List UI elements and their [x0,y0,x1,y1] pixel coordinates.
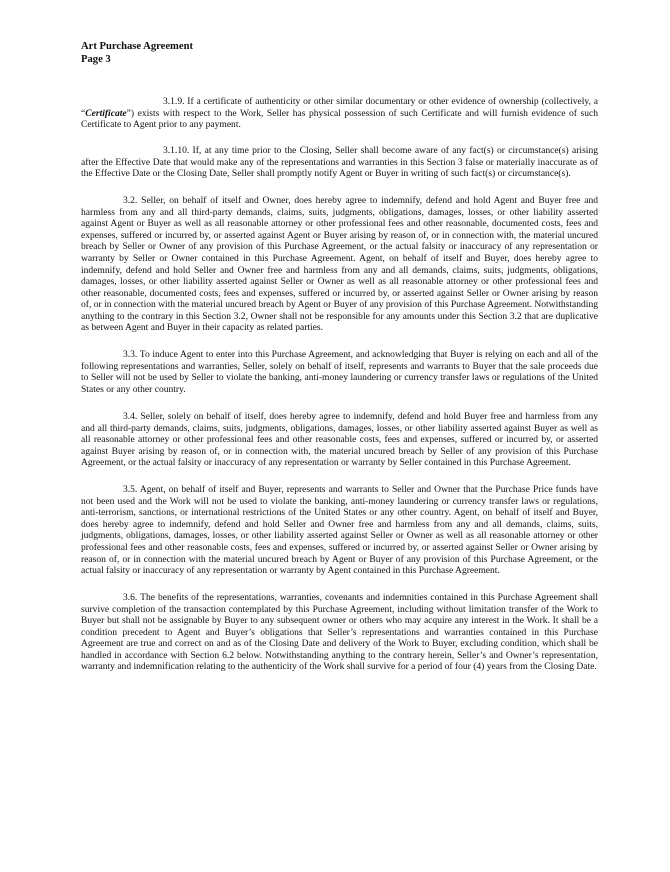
document-title: Art Purchase Agreement [81,41,193,52]
paragraph-3-1-9 [81,96,598,131]
paragraph-3-3: 3.3. To induce Agent to enter into this Purchase Agreement, and acknowledging that Buyer is relying on each and all of the following representations and warranties, Seller, solely on behalf of itself, represents and warrants to Buyer that the sale proceeds due to Seller will not be used by Seller to violate the banking, anti-money laundering or currency transfer laws or regulations of the United States or any other country. [81,349,598,395]
paragraph-3-4: 3.4. Seller, solely on behalf of itself, does hereby agree to indemnify, defend and hold Buyer free and harmless from any and all third-party demands, claims, suits, judgments, obligations, damages, losses, or other liability asserted against Buyer as well as all reasonable attorney or other professional fees and other reasonable costs, fees and expenses, suffered or incurred by, or asserted against Buyer arising by reason of, or in connection with, the material uncured breach by Seller of any provision of this Purchase Agreement, or the actual falsity or inaccuracy of any representation or warranty by Seller contained in this Purchase Agreement. [81,411,598,469]
paragraph-3-1-9-text-end: ”) exists with respect to the Work, Seller has physical possession of such Certificate and will furnish evidence of such Certificate to Agent prior to any payment. [81,107,598,131]
paragraph-3-2: 3.2. Seller, on behalf of itself and Owner, does hereby agree to indemnify, defend and hold Agent and Buyer free and harmless from any and all third-party demands, claims, suits, judgments, obligations, damages, losses, or other liability asserted against Agent or Buyer as well as all reasonable attorney or other professional fees and other reasonable, documented costs, fees and expenses, suffered or incurred by, or asserted against Agent or Buyer arising by reason of, or in connection with, the material uncured breach by Seller or Owner of any provision of this Purchase Agreement, or the actual falsity or inaccuracy of any representation or warranty by Seller or Owner contained in this Purchase Agreement. Agent, on behalf of itself and Buyer, does hereby agree to indemnify, defend and hold Seller and Owner free and harmless from any and all demands, claims, suits, judgments, obligations, damages, losses, or other liability asserted against Seller or Owner as well as all reasonable attorney or other professional fees and other reasonable, documented costs, fees and expenses, suffered or incurred by, or asserted against Seller or Owner arising by reason of, or in connection with the material uncured breach by Agent or Buyer of any provision of this Purchase Agreement. Notwithstanding anything to the contrary in this Section 3.2, Owner shall not be responsible for any amounts under this Section 3.2 that are duplicative as between Agent and Buyer in their capacity as related parties. [81,195,598,334]
defined-term-certificate: Certificate [85,107,127,119]
document-body [81,96,598,688]
page-number: Page 3 [81,53,111,65]
paragraph-3-6: 3.6. The benefits of the representations, warranties, covenants and indemnities contained in this Purchase Agreement shall survive completion of the transaction contemplated by this Purchase Agreement, including without limitation transfer of the Work to Buyer but shall not be assignable by Buyer to any subsequent owner or others who may acquire any interest in the Work. It shall be a condition precedent to Agent and Buyer’s obligations that Seller’s representations and warranties contained in this Purchase Agreement are true and correct on and as of the Closing Date and delivery of the Work to Buyer, excluding condition, which shall be handled in accordance with Section 6.2 below. Notwithstanding anything to the contrary herein, Seller’s and Owner’s representation, warranty and indemnification relating to the authenticity of the Work shall survive for a period of four (4) years from the Closing Date. [81,592,598,673]
paragraph-3-1-9-text-start: 3.1.9. If a certificate of authenticity or other similar documentary or other evidence of ownership (collectively, a “ [81,96,598,119]
paragraph-3-1-10: 3.1.10. If, at any time prior to the Closing, Seller shall become aware of any fact(s) or circumstance(s) arising after the Effective Date that would make any of the representations and warranties in this Section 3 false or materially inaccurate as of the Effective Date or the Closing Date, Seller shall promptly notify Agent or Buyer in writing of such fact(s) or circumstance(s). [81,145,598,180]
paragraph-3-5: 3.5. Agent, on behalf of itself and Buyer, represents and warrants to Seller and Owner that the Purchase Price funds have not been used and the Work will not be used to violate the banking, anti-money laundering or currency transfer laws or regulations, anti-terrorism, sanctions, or international restrictions of the United States or any other country. Agent, on behalf of itself and Buyer, does hereby agree to indemnify, defend and hold Seller and Owner free and harmless from any and all demands, claims, suits, judgments, obligations, damages, losses, or other liability asserted against Seller or Owner as well as all reasonable attorney or other professional fees and other reasonable costs, fees and expenses, suffered or incurred by, or asserted against Seller or Owner arising by reason of, or in connection with the material uncured breach by Agent or Buyer of any provision of this Purchase Agreement, or the actual falsity or inaccuracy of any representation or warranty by Agent contained in this Purchase Agreement. [81,484,598,577]
page-header [81,41,193,66]
